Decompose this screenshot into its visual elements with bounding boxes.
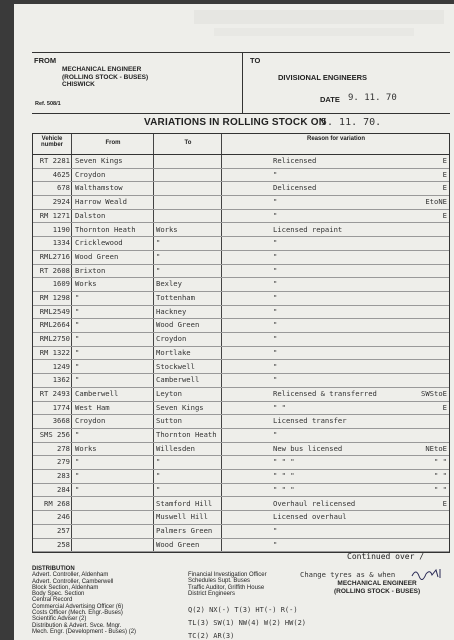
cell-veh: RML2750	[39, 334, 70, 344]
cell-reason: "	[273, 539, 278, 549]
cell-veh: 258	[57, 539, 70, 549]
cell-veh: 246	[57, 512, 70, 522]
table-row	[33, 483, 449, 498]
cell-from: Walthamstow	[75, 183, 123, 193]
cell-from: Cricklewood	[75, 238, 123, 248]
table-row	[33, 373, 449, 388]
table-row	[33, 264, 449, 279]
cell-code: " "	[434, 457, 447, 467]
cell-veh: SMS 256	[39, 430, 70, 439]
cell-reason: "	[273, 293, 278, 302]
distribution-item: Body Spec. Section	[32, 591, 85, 598]
cell-from: "	[75, 484, 80, 494]
tyres-note: Change tyres as & when	[300, 570, 396, 579]
cell-veh: RT 2281	[39, 156, 70, 165]
table-row	[33, 428, 449, 443]
table-row	[33, 181, 449, 196]
cell-veh: RML2664	[39, 320, 70, 330]
cell-reason: "	[273, 238, 278, 248]
cell-to: Thornton Heath	[156, 430, 217, 439]
cell-code: EtoNE	[425, 197, 447, 207]
cell-veh: 284	[57, 484, 70, 494]
depot-codes: Q(2) NX(-) T(3) HT(-) R(-) TL(3) SW(1) NW(4) W(2) HW(2) TC(2) AR(3)	[188, 606, 307, 640]
table-row	[33, 236, 449, 251]
cell-reason: Licensed overhaul	[273, 512, 347, 522]
cell-from: "	[75, 430, 80, 439]
handwritten-signature	[410, 566, 450, 580]
cell-reason: "	[273, 361, 278, 371]
cell-veh: 3668	[52, 416, 70, 426]
cell-from: Croydon	[75, 416, 106, 426]
cell-veh: RML2716	[39, 251, 70, 261]
cell-reason: "	[273, 430, 278, 439]
title-date: 5. 11. 70.	[321, 117, 382, 128]
cell-code: E	[442, 156, 447, 165]
table-row	[33, 154, 449, 169]
memo-header	[32, 52, 450, 114]
table-row	[33, 168, 449, 183]
header-to: To	[184, 140, 192, 146]
date-label: DATE	[320, 95, 340, 104]
table-row	[33, 387, 449, 402]
cell-to: "	[156, 457, 161, 467]
distribution-item: Mech. Engr. (Development - Buses) (2)	[32, 628, 137, 635]
cell-to: "	[156, 238, 161, 248]
cell-veh: 1774	[52, 402, 70, 412]
ref-number: Ref. 508/1	[35, 101, 61, 107]
table-row	[33, 209, 449, 224]
cell-code: SWStoE	[421, 388, 447, 398]
distribution-item: Advert. Controller, Aldenham	[32, 572, 109, 579]
cell-from: Harrow Weald	[75, 197, 127, 207]
table-row	[33, 524, 449, 539]
table-row	[33, 332, 449, 347]
cell-veh: 1362	[52, 375, 70, 385]
cell-veh: 278	[57, 443, 70, 453]
cell-to: Croydon	[156, 334, 187, 344]
cell-veh: 279	[57, 457, 70, 467]
cell-from: Seven Kings	[75, 156, 123, 165]
table-row	[33, 277, 449, 292]
cell-to: Willesden	[156, 443, 195, 453]
cell-to: Leyton	[156, 388, 182, 398]
cell-from: Croydon	[75, 169, 106, 179]
distribution-item: Commercial Advertising Officer (6)	[32, 603, 124, 610]
cell-reason: " " "	[273, 471, 295, 481]
cell-veh: RML2549	[39, 306, 70, 316]
cell-reason: " "	[273, 402, 286, 412]
cell-code: E	[442, 498, 447, 508]
cell-to: "	[156, 471, 161, 481]
table-row	[33, 305, 449, 320]
cell-from: Works	[75, 443, 97, 453]
cell-veh: RM 268	[44, 498, 70, 508]
continued-note: Continued over /	[347, 552, 425, 561]
cell-to: Hackney	[156, 306, 187, 316]
distribution-item: Scientific Adviser (2)	[32, 616, 87, 623]
distribution-item: Advert. Controller, Camberwell	[32, 578, 114, 585]
cell-to: Palmers Green	[156, 525, 213, 535]
cell-veh: 283	[57, 471, 70, 481]
cell-reason: "	[273, 347, 278, 357]
cell-from: "	[75, 457, 80, 467]
table-row	[33, 538, 449, 553]
cell-to: Muswell Hill	[156, 512, 208, 522]
cell-veh: 1609	[52, 279, 70, 289]
cell-to: Camberwell	[156, 375, 200, 385]
table-row	[33, 414, 449, 429]
table-row	[33, 401, 449, 416]
cell-to: Sutton	[156, 416, 182, 426]
document-page	[14, 4, 454, 640]
from-label: FROM	[34, 56, 57, 65]
table-row	[33, 250, 449, 265]
cell-code: E	[442, 183, 447, 193]
cell-code: " "	[434, 471, 447, 481]
cell-veh: 1190	[52, 224, 70, 234]
cell-reason: "	[273, 525, 278, 535]
cell-code: NEtoE	[425, 443, 447, 453]
signatory-title: MECHANICAL ENGINEER (ROLLING STOCK - BUSES)	[334, 580, 421, 595]
document-title: VARIATIONS IN ROLLING STOCK ON	[144, 117, 327, 128]
cell-to: Seven Kings	[156, 402, 204, 412]
cell-veh: 257	[57, 525, 70, 535]
cell-veh: RM 1298	[39, 293, 70, 302]
cell-reason: " " "	[273, 484, 295, 494]
cell-veh: 2924	[52, 197, 70, 207]
distribution-item: Costs Officer (Mech. Engr.-Buses)	[32, 610, 123, 617]
cell-from: Wood Green	[75, 251, 119, 261]
officer-item: Schedules Supt. Buses	[188, 578, 251, 585]
cell-reason: "	[273, 197, 278, 207]
officer-list	[188, 572, 298, 597]
cell-to: Tottenham	[156, 293, 195, 302]
cell-reason: Delicensed	[273, 183, 317, 193]
cell-from: Camberwell	[75, 388, 119, 398]
cell-reason: Overhaul relicensed	[273, 498, 356, 508]
cell-reason: Licensed transfer	[273, 416, 347, 426]
cell-reason: "	[273, 169, 278, 179]
cell-to: Mortlake	[156, 347, 191, 357]
cell-reason: "	[273, 375, 278, 385]
cell-veh: RM 1322	[39, 347, 70, 357]
cell-code: " "	[434, 484, 447, 494]
cell-reason: Relicensed & transferred	[273, 388, 377, 398]
table-row	[33, 291, 449, 306]
table-row	[33, 360, 449, 375]
cell-veh: 4625	[52, 169, 70, 179]
header-reason: Reason for variation	[306, 136, 365, 142]
distribution-item: Block Section, Aldenham	[32, 584, 99, 591]
variations-table	[32, 133, 450, 553]
cell-from: "	[75, 320, 80, 330]
table-row	[33, 455, 449, 470]
cell-from: West Ham	[75, 402, 110, 412]
cell-veh: RT 2493	[39, 388, 70, 398]
cell-code: E	[442, 210, 447, 220]
cell-from: "	[75, 471, 80, 481]
cell-reason: Licensed repaint	[273, 224, 343, 234]
cell-reason: Relicensed	[273, 156, 317, 165]
cell-veh: 678	[57, 183, 70, 193]
cell-to: "	[156, 251, 161, 261]
cell-to: Works	[156, 224, 178, 234]
table-header	[33, 134, 449, 155]
cell-to: Bexley	[156, 279, 182, 289]
cell-reason: " " "	[273, 457, 295, 467]
cell-reason: "	[273, 320, 278, 330]
cell-veh: 1334	[52, 238, 70, 248]
cell-code: E	[442, 169, 447, 179]
cell-from: "	[75, 293, 80, 302]
cell-reason: New bus licensed	[273, 443, 343, 453]
cell-from: "	[75, 306, 80, 316]
distribution-item: Central Record	[32, 597, 73, 604]
cell-from: "	[75, 361, 80, 371]
cell-veh: 1249	[52, 361, 70, 371]
header-from: From	[105, 140, 121, 146]
officer-item: District Engineers	[188, 590, 236, 597]
from-address: MECHANICAL ENGINEER (ROLLING STOCK - BUSES) CHISWICK	[62, 66, 149, 88]
table-row	[33, 510, 449, 525]
faint-letterhead-watermark	[14, 4, 454, 59]
table-row	[33, 318, 449, 333]
distribution-list: DISTRIBUTION Advert. Controller, Aldenham Advert. Controller, Camberwell Block Section, Aldenham Body Spec. Section Central Record Commercial Advertising Officer (6) Costs Officer (Mech. Engr.-Buses) Scientific Adviser (2) Distribution & Advert. Svce. Mngr. Mech. Engr. (Development - Buses) (2)	[32, 566, 172, 635]
table-row	[33, 497, 449, 512]
cell-from: "	[75, 347, 80, 357]
table-row	[33, 223, 449, 238]
cell-veh: RT 2608	[39, 265, 70, 275]
cell-from: "	[75, 375, 80, 385]
cell-code: E	[442, 402, 447, 412]
cell-from: "	[75, 334, 80, 344]
cell-to: Stockwell	[156, 361, 195, 371]
cell-to: Wood Green	[156, 539, 200, 549]
date-value: 9. 11. 70	[348, 93, 397, 103]
cell-reason: "	[273, 265, 278, 275]
header-vehicle-number: Vehicle number	[40, 136, 63, 148]
cell-from: Thornton Heath	[75, 224, 136, 234]
table-row	[33, 195, 449, 210]
to-recipient: DIVISIONAL ENGINEERS	[278, 73, 368, 82]
cell-reason: "	[273, 210, 278, 220]
officer-item: Traffic Auditor, Griffith House	[188, 584, 265, 591]
table-row	[33, 442, 449, 457]
cell-from: Brixton	[75, 265, 106, 275]
cell-from: Works	[75, 279, 97, 289]
cell-reason: "	[273, 251, 278, 261]
cell-reason: "	[273, 279, 278, 289]
cell-to: "	[156, 265, 161, 275]
table-row	[33, 346, 449, 361]
table-row	[33, 469, 449, 484]
cell-to: Stamford Hill	[156, 498, 213, 508]
cell-veh: RM 1271	[39, 210, 70, 220]
cell-to: "	[156, 484, 161, 494]
cell-reason: "	[273, 306, 278, 316]
to-label: TO	[250, 56, 261, 65]
officer-item: Financial Investigation Officer	[188, 572, 267, 578]
distribution-item: Distribution & Advert. Svce. Mngr.	[32, 622, 122, 629]
cell-reason: "	[273, 334, 278, 344]
cell-to: Wood Green	[156, 320, 200, 330]
cell-from: Dalston	[75, 210, 106, 220]
